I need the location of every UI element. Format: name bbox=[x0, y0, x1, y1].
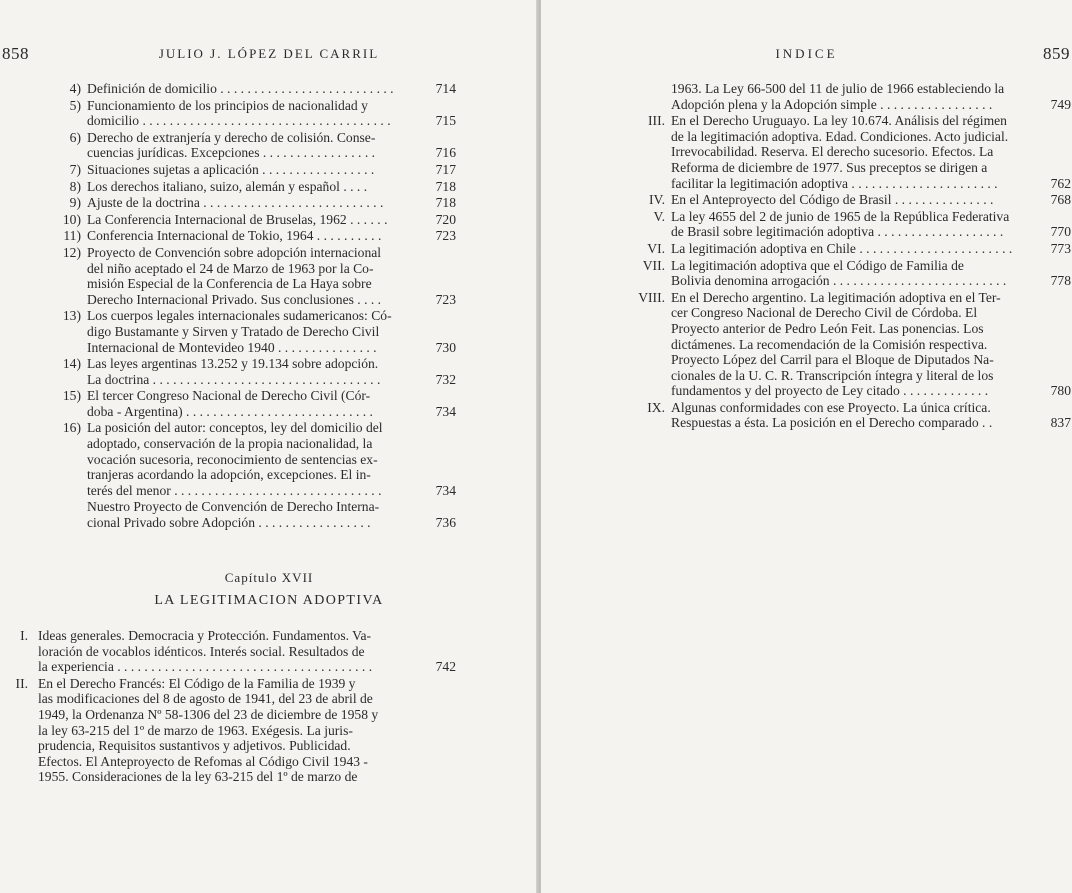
entry-line: La posición del autor: conceptos, ley del domicilio del bbox=[87, 420, 383, 436]
toc-entry bbox=[627, 209, 1071, 240]
entry-line: Ajuste de la doctrina . . . . . . . . . . . . . . . . . . . . . . . . . . . bbox=[87, 195, 384, 211]
entry-title bbox=[87, 308, 412, 355]
entry-line: Internacional de Montevideo 1940 . . . . . . . . . . . . . . . bbox=[87, 339, 377, 355]
chapter-title: LA LEGITIMACION ADOPTIVA bbox=[154, 593, 384, 608]
entry-line: Derecho de extranjería y derecho de colisión. Conse- bbox=[87, 129, 376, 145]
entry-page-number: 768 bbox=[1050, 192, 1071, 208]
entry-line: misión Especial de la Conferencia de La Haya sobre bbox=[87, 276, 372, 292]
entry-number: VIII. bbox=[638, 289, 665, 305]
entry-line: Los cuerpos legales internacionales sudamericanos: Có- bbox=[87, 308, 392, 324]
entry-page-number: 715 bbox=[435, 113, 456, 129]
chapter-label: Capítulo XVII bbox=[224, 570, 314, 585]
entry-title bbox=[38, 676, 416, 785]
entry-line: la ley 63-215 del 1º de marzo de 1963. Exégesis. La juris- bbox=[38, 722, 353, 738]
entry-title bbox=[87, 130, 412, 161]
toc-entry bbox=[627, 81, 1071, 112]
entry-title bbox=[671, 192, 1027, 208]
entry-line: loración de vocablos idénticos. Interés social. Resultados de bbox=[38, 643, 365, 659]
entry-line: La ley 4655 del 2 de junio de 1965 de la República Federativa bbox=[671, 208, 1010, 224]
entry-title bbox=[87, 245, 412, 307]
entry-page-number: 773 bbox=[1050, 240, 1071, 256]
entry-title bbox=[87, 98, 412, 129]
entry-number: 15) bbox=[62, 388, 81, 404]
entry-line: Conferencia Internacional de Tokio, 1964 . . . . . . . . . . bbox=[87, 228, 382, 244]
entry-page-number: 778 bbox=[1050, 273, 1071, 289]
toc-entry bbox=[52, 212, 456, 228]
toc-list bbox=[627, 81, 1071, 432]
entry-line: domicilio . . . . . . . . . . . . . . . . . . . . . . . . . . . . . . . . . . . . . bbox=[87, 113, 391, 129]
entry-number: 4) bbox=[69, 81, 81, 96]
entry-page-number: 718 bbox=[435, 178, 456, 194]
entry-page-number: 736 bbox=[435, 515, 456, 531]
toc-entry bbox=[14, 676, 456, 785]
entry-number: VI. bbox=[647, 240, 665, 256]
entry-line: 1949, la Ordenanza Nº 58-1306 del 23 de diciembre de 1958 y bbox=[38, 706, 379, 722]
entry-title bbox=[87, 356, 412, 387]
entry-line: En el Derecho Francés: El Código de la Familia de 1939 y bbox=[38, 675, 356, 691]
entry-line: 1955. Consideraciones de la ley 63-215 del 1º de marzo de bbox=[38, 769, 358, 785]
entry-number: 7) bbox=[69, 161, 81, 177]
entry-number: IX. bbox=[647, 399, 665, 415]
entry-number: VII. bbox=[642, 257, 665, 273]
entry-line: facilitar la legitimación adoptiva . . . . . . . . . . . . . . . . . . . . . . bbox=[671, 175, 998, 191]
toc-entry bbox=[52, 245, 456, 307]
entry-page-number: 734 bbox=[435, 482, 456, 498]
entry-number: 10) bbox=[62, 211, 81, 227]
entry-number: IV. bbox=[649, 192, 665, 208]
entry-page-number: 734 bbox=[435, 403, 456, 419]
entry-line: Proyecto López del Carril para el Bloque de Diputados Na- bbox=[671, 352, 994, 368]
page-number: 858 bbox=[2, 44, 29, 63]
toc-entry bbox=[52, 356, 456, 387]
entry-line: La legitimación adoptiva que el Código de Familia de bbox=[671, 257, 964, 273]
entry-page-number: 770 bbox=[1050, 224, 1071, 240]
entry-line: 1963. La Ley 66-500 del 11 de julio de 1966 estableciendo la bbox=[671, 81, 1005, 96]
right-page bbox=[541, 0, 1072, 893]
entry-line: Situaciones sujetas a aplicación . . . . . . . . . . . . . . . . . bbox=[87, 161, 375, 177]
entry-line: prudencia, Requisitos sustantivos y adjetivos. Publicidad. bbox=[38, 738, 351, 754]
entry-page-number: 780 bbox=[1050, 383, 1071, 399]
entry-number: 5) bbox=[69, 97, 81, 113]
entry-page-number: 723 bbox=[435, 291, 456, 307]
toc-entry bbox=[627, 290, 1071, 399]
entry-line: Ideas generales. Democracia y Protección. Fundamentos. Va- bbox=[38, 628, 372, 643]
toc-entry bbox=[627, 258, 1071, 289]
entry-line: Respuestas a ésta. La posición en el Derecho comparado . . bbox=[671, 415, 993, 431]
entry-line: digo Bustamante y Sirven y Tratado de Derecho Civil bbox=[87, 323, 380, 339]
entry-page-number: 732 bbox=[435, 371, 456, 387]
entry-number: 14) bbox=[62, 356, 81, 372]
entry-line: tranjeras acordando la adopción, excepciones. El in- bbox=[87, 467, 371, 483]
entry-title bbox=[671, 400, 1027, 431]
entry-page-number: 837 bbox=[1050, 415, 1071, 431]
entry-number: 9) bbox=[69, 195, 81, 211]
entry-page-number: 730 bbox=[435, 339, 456, 355]
toc-entry bbox=[52, 130, 456, 161]
toc-entry bbox=[14, 628, 456, 675]
entry-title bbox=[87, 179, 412, 195]
entry-title bbox=[38, 628, 416, 675]
entry-page-number: 762 bbox=[1050, 175, 1071, 191]
toc-entry bbox=[627, 113, 1071, 191]
entry-number: 12) bbox=[62, 244, 81, 260]
entry-line: doba - Argentina) . . . . . . . . . . . . . . . . . . . . . . . . . . . . bbox=[87, 403, 373, 419]
toc-list bbox=[52, 81, 456, 532]
entry-line: la experiencia . . . . . . . . . . . . . . . . . . . . . . . . . . . . . . . . . . . . . . bbox=[38, 659, 373, 675]
entry-page-number: 714 bbox=[435, 81, 456, 96]
entry-line: las modificaciones del 8 de agosto de 1941, del 23 de abril de bbox=[38, 691, 373, 707]
entry-line: de Brasil sobre legitimación adoptiva . . . . . . . . . . . . . . . . . . . bbox=[671, 224, 1004, 240]
entry-line: En el Derecho Uruguayo. La ley 10.674. Análisis del régimen bbox=[671, 113, 1007, 129]
entry-line: cionales de la U. C. R. Transcripción íntegra y literal de los bbox=[671, 367, 994, 383]
toc-entry bbox=[52, 388, 456, 419]
entry-line: En el Anteproyecto del Código de Brasil . . . . . . . . . . . . . . . bbox=[671, 192, 994, 208]
entry-line: La legitimación adoptiva en Chile . . . . . . . . . . . . . . . . . . . . . . . bbox=[671, 240, 1013, 256]
entry-line: Derecho Internacional Privado. Sus conclusiones . . . . bbox=[87, 291, 382, 307]
toc-entry bbox=[52, 420, 456, 498]
entry-number: 16) bbox=[62, 420, 81, 436]
entry-title bbox=[671, 113, 1027, 191]
entry-line: En el Derecho argentino. La legitimación adoptiva en el Ter- bbox=[671, 289, 1001, 305]
entry-line: Bolivia denomina arrogación . . . . . . . . . . . . . . . . . . . . . . . . . . bbox=[671, 273, 1007, 289]
toc-entry bbox=[52, 98, 456, 129]
entry-line: vocación sucesoria, reconocimiento de sentencias ex- bbox=[87, 451, 378, 467]
toc-entry bbox=[627, 400, 1071, 431]
entry-line: Funcionamiento de los principios de nacionalidad y bbox=[87, 97, 368, 113]
entry-title bbox=[87, 388, 412, 419]
entry-line: Efectos. El Anteproyecto de Refomas al Código Civil 1943 - bbox=[38, 753, 368, 769]
entry-title bbox=[671, 209, 1027, 240]
entry-line: terés del menor . . . . . . . . . . . . . . . . . . . . . . . . . . . . . . . bbox=[87, 482, 382, 498]
entry-line: Algunas conformidades con ese Proyecto. La única crítica. bbox=[671, 399, 991, 415]
entry-line: La Conferencia Internacional de Bruselas, 1962 . . . . . . bbox=[87, 211, 388, 227]
running-head: INDICE bbox=[775, 46, 838, 61]
toc-entry bbox=[52, 228, 456, 244]
entry-line: Proyecto de Convención sobre adopción internacional bbox=[87, 244, 382, 260]
entry-title bbox=[671, 290, 1027, 399]
entry-line: Nuestro Proyecto de Convención de Derecho Interna- bbox=[87, 499, 380, 515]
entry-title bbox=[87, 228, 412, 244]
entry-line: Los derechos italiano, suizo, alemán y español . . . . bbox=[87, 178, 368, 194]
entry-line: de la legitimación adoptiva. Edad. Condiciones. Acto judicial. bbox=[671, 128, 1009, 144]
entry-title bbox=[87, 195, 412, 211]
entry-page-number: 723 bbox=[435, 228, 456, 244]
entry-page-number: 720 bbox=[435, 211, 456, 227]
entry-line: dictámenes. La recomendación de la Comisión respectiva. bbox=[671, 336, 988, 352]
entry-line: Proyecto anterior de Pedro León Feit. Las ponencias. Los bbox=[671, 320, 984, 336]
entry-number: II. bbox=[15, 675, 28, 691]
entry-line: Adopción plena y la Adopción simple . . . . . . . . . . . . . . . . . bbox=[671, 96, 993, 112]
entry-line: El tercer Congreso Nacional de Derecho Civil (Cór- bbox=[87, 388, 371, 404]
entry-number: 6) bbox=[69, 129, 81, 145]
entry-title bbox=[671, 258, 1027, 289]
entry-page-number: 749 bbox=[1050, 96, 1071, 112]
entry-page-number: 742 bbox=[435, 659, 456, 675]
entry-number: 8) bbox=[69, 178, 81, 194]
entry-number: III. bbox=[648, 113, 665, 129]
entry-line: del niño aceptado el 24 de Marzo de 1963 por la Co- bbox=[87, 260, 374, 276]
toc-entry bbox=[627, 192, 1071, 208]
entry-number: 13) bbox=[62, 308, 81, 324]
entry-page-number: 717 bbox=[435, 161, 456, 177]
entry-line: cer Congreso Nacional de Derecho Civil de Córdoba. El bbox=[671, 305, 978, 321]
entry-title bbox=[671, 241, 1027, 257]
entry-title bbox=[671, 81, 1027, 112]
entry-number: I. bbox=[20, 628, 28, 643]
running-head: JULIO J. LÓPEZ DEL CARRIL bbox=[158, 46, 380, 61]
entry-line: cional Privado sobre Adopción . . . . . . . . . . . . . . . . . bbox=[87, 515, 371, 531]
entry-title bbox=[87, 212, 412, 228]
toc-entry bbox=[52, 308, 456, 355]
toc-entry bbox=[52, 195, 456, 211]
toc-entry bbox=[52, 162, 456, 178]
toc-entry bbox=[52, 499, 456, 530]
entry-page-number: 716 bbox=[435, 145, 456, 161]
entry-line: La doctrina . . . . . . . . . . . . . . . . . . . . . . . . . . . . . . . . . . bbox=[87, 371, 381, 387]
entry-line: cuencias jurídicas. Excepciones . . . . . . . . . . . . . . . . . bbox=[87, 145, 376, 161]
page-number: 859 bbox=[1043, 44, 1070, 63]
entry-page-number: 718 bbox=[435, 195, 456, 211]
entry-line: Irrevocabilidad. Reserva. El derecho sucesorio. Efectos. La bbox=[671, 144, 994, 160]
entry-line: Reforma de diciembre de 1977. Sus preceptos se dirigen a bbox=[671, 159, 988, 175]
entry-title bbox=[87, 81, 412, 97]
entry-title bbox=[87, 420, 412, 498]
entry-number: V. bbox=[653, 208, 665, 224]
entry-number: 11) bbox=[63, 228, 81, 244]
entry-line: Definición de domicilio . . . . . . . . . . . . . . . . . . . . . . . . . . bbox=[87, 81, 394, 96]
entry-line: fundamentos y del proyecto de Ley citado . . . . . . . . . . . . . bbox=[671, 383, 989, 399]
entry-line: Las leyes argentinas 13.252 y 19.134 sobre adopción. bbox=[87, 356, 379, 372]
entry-line: adoptado, conservación de la propia nacionalidad, la bbox=[87, 436, 373, 452]
toc-entry bbox=[52, 179, 456, 195]
entry-title bbox=[87, 499, 412, 530]
entry-title bbox=[87, 162, 412, 178]
toc-entry bbox=[52, 81, 456, 97]
chapter-toc-list bbox=[14, 628, 456, 786]
toc-entry bbox=[627, 241, 1071, 257]
